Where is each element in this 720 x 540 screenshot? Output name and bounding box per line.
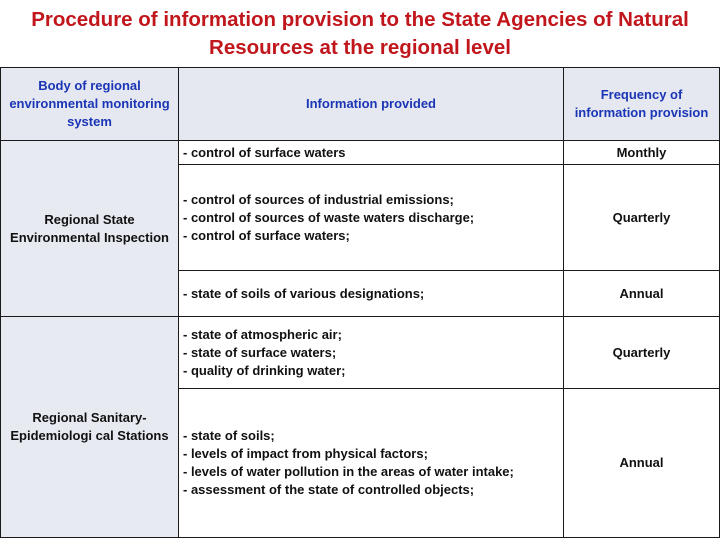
info-line: - levels of impact from physical factors; (183, 446, 428, 461)
header-frequency: Frequency of information provision (564, 68, 720, 141)
body-cell-state-inspection: Regional State Environmental Inspection (1, 141, 179, 317)
info-cell (179, 271, 564, 317)
frequency-cell: Annual (564, 271, 720, 317)
info-line: - quality of drinking water; (183, 362, 346, 378)
frequency-cell: Quarterly (564, 317, 720, 389)
info-line: - control of sources of industrial emissions; (183, 191, 454, 207)
frequency-cell: Annual (564, 389, 720, 538)
info-cell (179, 389, 564, 538)
info-line: - levels of water pollution in the areas of water intake; (183, 464, 514, 479)
frequency-cell: Monthly (564, 141, 720, 165)
table-row (1, 317, 720, 389)
info-line: - state of surface waters; (183, 344, 337, 360)
information-table (0, 67, 720, 538)
info-cell (179, 317, 564, 389)
table-header-row (1, 68, 720, 141)
info-line: - state of soils; (183, 428, 275, 443)
info-cell (179, 165, 564, 271)
info-cell (179, 141, 564, 165)
title-line-1: Procedure of information provision to the State Agencies of Natural (31, 8, 689, 31)
page-title (0, 6, 720, 62)
info-line: - control of sources of waste waters discharge; (183, 209, 475, 225)
info-line: - assessment of the state of controlled objects; (183, 482, 475, 497)
header-info: Information provided (179, 68, 564, 141)
info-line: - state of soils of various designations; (183, 285, 425, 301)
info-line: - state of atmospheric air; (183, 326, 342, 342)
table-row (1, 141, 720, 165)
info-line: - control of surface waters; (183, 227, 350, 243)
info-line: - control of surface waters (183, 144, 346, 160)
frequency-cell: Quarterly (564, 165, 720, 271)
header-body: Body of regional environmental monitoring system (1, 68, 179, 141)
body-cell-sanitary-stations: Regional Sanitary-Epidemiologi cal Stations (1, 317, 179, 538)
title-line-2: Resources at the regional level (209, 36, 511, 59)
